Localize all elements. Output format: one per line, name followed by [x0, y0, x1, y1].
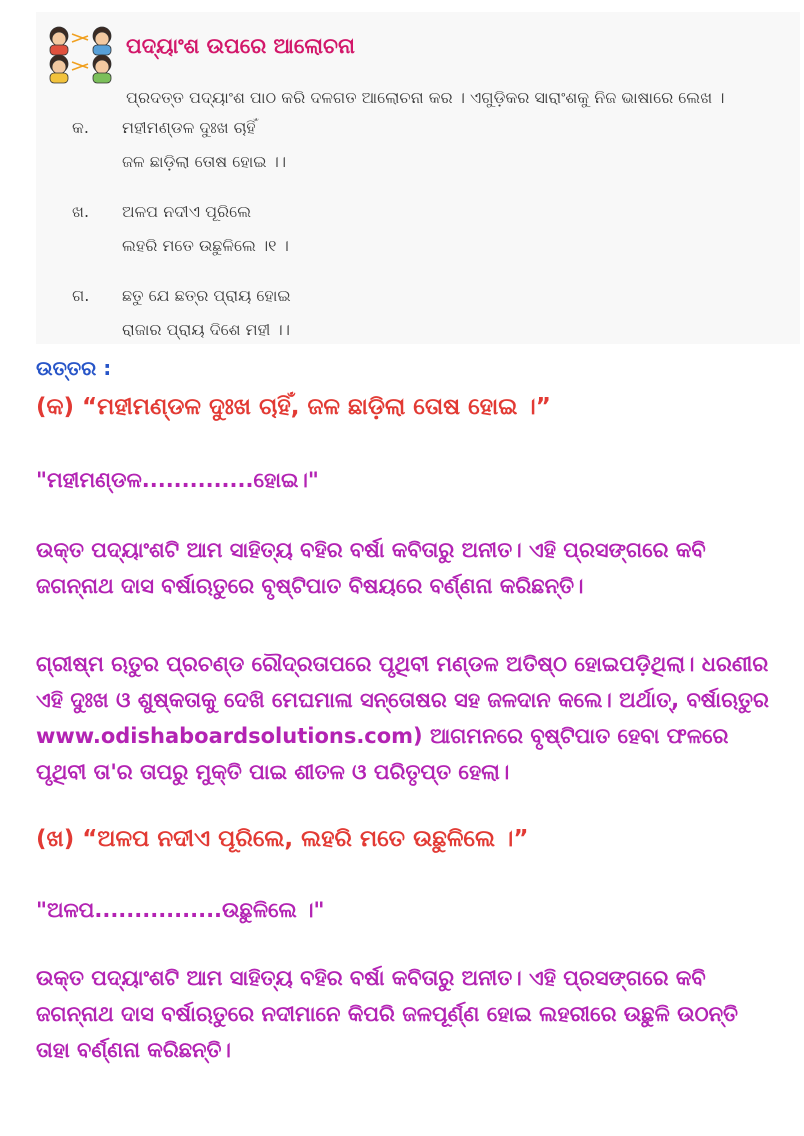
section-ka-paragraph-1: ଉକ୍ତ ପଦ୍ୟାଂଶଟି ଆମ ସାହିତ୍ୟ ବହିର ବର୍ଷା କବିତାରୁ ଅନୀତ। ଏହି ପ୍ରସଙ୍ଗରେ କବି ଜଗନ୍ନାଥ ଦାସ ବର୍ଷାଋତୁରେ ବୃଷ୍ଟିପାତ ବିଷୟରେ ବର୍ଣ୍ଣନା କରିଛନ୍ତି।	[36, 538, 706, 598]
question-kha-label: ଖ.	[72, 202, 90, 221]
section-ka-paragraph-2: ଗ୍ରୀଷ୍ମ ଋତୁର ପ୍ରଚଣ୍ଡ ରୌଦ୍ରତାପରେ ପୃଥିବୀ ମଣ୍ଡଳ ଅତିଷ୍ଠ ହୋଇପଡ଼ିଥିଲା। ଧରଣୀର ଏହି ଦୁଃଖ ଓ ଶୁଷ୍କତାକୁ ଦେଖି ମେଘମାଳା ସନ୍ତୋଷର ସହ ଜଳଦାନ କଲେ। ଅର୍ଥାତ୍, ବର୍ଷାଋତୁର www.odishaboardsolutions.com) ଆଗମନରେ ବୃଷ୍ଟିପାତ ହେବା ଫଳରେ ପୃଥିବୀ ତା'ର ତାପରୁ ମୁକ୍ତି ପାଇ ଶୀତଳ ଓ ପରିତୃପ୍ତ ହେଲା।	[36, 652, 769, 784]
answer-label: ଉତ୍ତର :	[36, 356, 112, 380]
question-ga-label: ଗ.	[72, 286, 90, 305]
discussion-title: ପଦ୍ୟାଂଶ ଉପରେ ଆଲୋଚନା	[126, 34, 355, 58]
section-ka-heading: (କ) “ମହୀମଣ୍ଡଳ ଦୁଃଖ ଚାହିଁ, ଜଳ ଛାଡ଼ିଲା ତୋଷ ହୋଇ ।”	[36, 394, 551, 420]
question-ga-line1: ଛତୁ ଯେ ଛତ୍ର ପ୍ରାୟ ହୋଇ	[122, 286, 291, 305]
question-ka-line2: ଜଳ ଛାଡ଼ିଲା ତୋଷ ହୋଇ ।।	[122, 152, 287, 171]
children-discussion-icon	[42, 22, 122, 84]
section-kha-heading: (ଖ) “ଅଳପ ନଦୀଏ ପୂରିଲେ, ଲହରି ମତେ ଉଛୁଳିଲେ ।”	[36, 826, 529, 852]
question-ga-line2: ରାଜାର ପ୍ରାୟ ଦିଶେ ମହୀ ।।	[122, 320, 290, 339]
question-ka-line1: ମହୀମଣ୍ଡଳ ଦୁଃଖ ଚାହିଁ	[122, 118, 256, 137]
discussion-instruction: ପ୍ରଦତ୍ତ ପଦ୍ୟାଂଶ ପାଠ କରି ଦଳଗତ ଆଲୋଚନା କର । ଏଗୁଡ଼ିକର ସାରାଂଶକୁ ନିଜ ଭାଷାରେ ଲେଖ ।	[126, 88, 725, 107]
section-kha-paragraph-1: ଉକ୍ତ ପଦ୍ୟାଂଶଟି ଆମ ସାହିତ୍ୟ ବହିର ବର୍ଷା କବିତାରୁ ଅନୀତ। ଏହି ପ୍ରସଙ୍ଗରେ କବି ଜଗନ୍ନାଥ ଦାସ ବର୍ଷାଋତୁରେ ନଦୀମାନେ କିପରି ଜଳପୂର୍ଣ୍ଣ ହୋଇ ଲହରୀରେ ଉଛୁଳି ଉଠନ୍ତି ତାହା ବର୍ଣ୍ଣନା କରିଛନ୍ତି।	[36, 966, 739, 1062]
question-ka-label: କ.	[72, 118, 89, 137]
section-ka-quote: "ମହୀମଣ୍ଡଳ..............ହୋଇ।"	[36, 468, 319, 492]
question-kha-line1: ଅଳପ ନଦୀଏ ପୂରିଲେ	[122, 202, 252, 221]
question-kha-line2: ଲହରି ମତେ ଉଛୁଳିଲେ ।୧ ।	[122, 236, 289, 255]
section-kha-quote: "ଅଳପ................ଉଛୁଳିଲେ ।"	[36, 898, 325, 922]
